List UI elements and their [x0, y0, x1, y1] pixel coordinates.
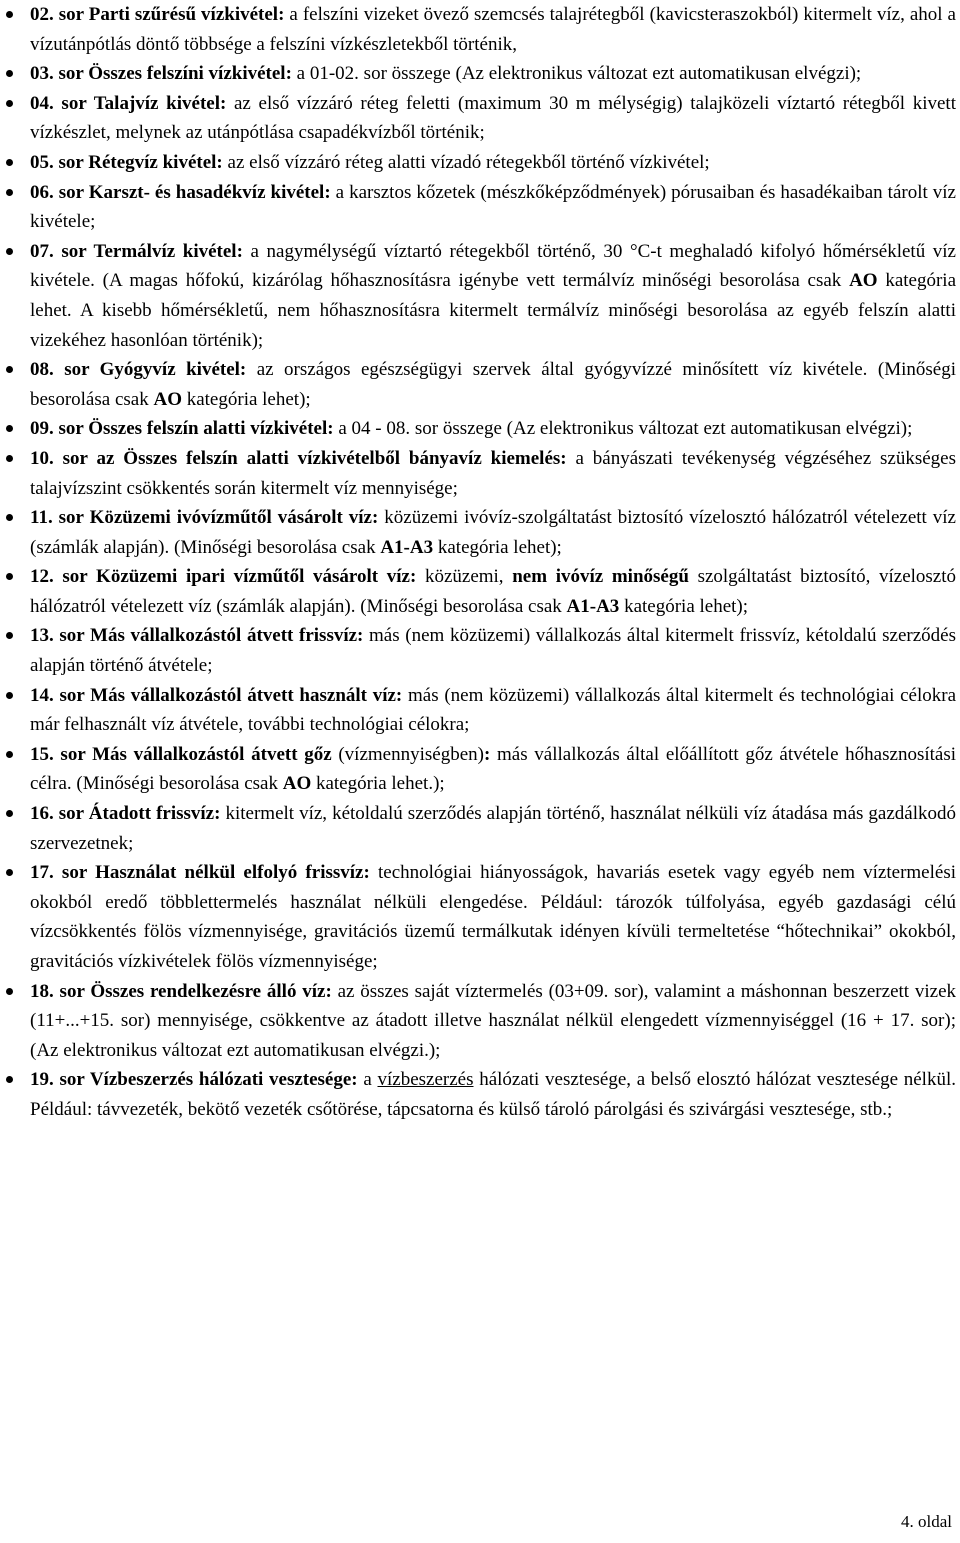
- list-item: [30, 1065, 956, 1124]
- item-bold: A1-A3: [566, 595, 620, 617]
- list-item: [30, 977, 956, 1066]
- item-bold: nem ivóvíz minőségű: [512, 566, 689, 588]
- item-text: kategória lehet);: [181, 388, 311, 410]
- list-item: [30, 681, 956, 740]
- item-text: más (nem közüzemi) vállalkozás által kitermelt frissvíz, kétoldalú szerződés alapján történő átvétele;: [30, 625, 956, 677]
- item-label: 02. sor Parti szűrésű vízkivétel:: [30, 4, 285, 25]
- item-text: az első vízzáró réteg alatti vízadó rétegekből történő vízkivétel;: [222, 151, 710, 173]
- item-label: 07. sor Termálvíz kivétel:: [30, 240, 243, 262]
- item-text: az országos egészségügyi szervek által gyógyvízzé minősített víz kivétele. (Minőségi besorolása csak: [30, 359, 956, 410]
- item-text: kategória lehet);: [619, 595, 749, 617]
- item-text: szolgáltatást biztosító, vízelosztó hálózatról vételezett víz (számlák alapján). (Minőségi besorolása csak: [30, 566, 957, 617]
- item-label: 15. sor Más vállalkozástól átvett gőz: [30, 743, 332, 765]
- item-text: kategória lehet. A kisebb hőmérsékletű, nem hőhasznosításra kitermelt termálvíz minőségi besorolása az egyéb felszín alatti vizekéhez hasonlóan történik);: [30, 270, 957, 351]
- item-bold: AO: [282, 773, 312, 795]
- item-label: 16. sor Átadott frissvíz:: [30, 803, 221, 825]
- list-item: [30, 562, 956, 621]
- list-item: [30, 621, 956, 680]
- item-label: 12. sor Közüzemi ipari vízműtől vásárolt víz:: [30, 566, 417, 588]
- list-item: [30, 740, 956, 799]
- list-item: [30, 799, 956, 858]
- item-label: 14. sor Más vállalkozástól átvett használt víz:: [30, 684, 403, 706]
- list-item: [30, 89, 956, 148]
- page-number: 4. oldal: [901, 1512, 952, 1532]
- list-item: [30, 444, 956, 503]
- item-label: 04. sor Talajvíz kivétel:: [30, 92, 227, 114]
- item-text: közüzemi,: [416, 566, 513, 588]
- item-text: az első vízzáró réteg feletti (maximum 30 m mélységig) talajközeli víztartó rétegből kivett vízkészlet, melynek az utánpótlása csapadékvízből történik;: [30, 92, 956, 144]
- item-label: 03. sor Összes felszíni vízkivétel:: [30, 63, 292, 85]
- item-text: a 01-02. sor összege (Az elektronikus változat ezt automatikusan elvégzi);: [291, 63, 862, 85]
- item-text: más vállalkozás által előállított gőz átvétele hőhasznosítási célra. (Minőségi besorolása csak: [30, 743, 957, 795]
- list-item: [30, 858, 956, 976]
- item-label: 08. sor Gyógyvíz kivétel:: [30, 359, 247, 381]
- item-text: a karsztos kőzetek (mészkőképződmények) pórusaiban és hasadékaiban tárolt víz kivétele;: [30, 181, 956, 233]
- item-text: más (nem közüzemi) vállalkozás által kitermelt és technológiai célokra már felhasznált víz átvétele, további technológiai célokra;: [30, 684, 957, 736]
- item-text: kitermelt víz, kétoldalú szerződés alapján történő, használat nélküli víz átadása más gazdálkodó szervezetnek;: [30, 803, 957, 854]
- item-label: 18. sor Összes rendelkezésre álló víz:: [30, 980, 332, 1002]
- list-item: [30, 237, 956, 355]
- item-text: kategória lehet.);: [311, 773, 445, 795]
- list-item: [30, 503, 956, 562]
- item-text: technológiai hiányosságok, havariás esetek vagy egyéb nem víztermelési okokból eredő többlettermelés használat nélküli elengedése. Például: tározók túlfolyása, egyéb gazdasági célú vízcsökkentés fölös vízmennyisége, gravitációs üzemű termálkutak idényen kívüli termeltetése “hőtechnikai” okokból, gravitációs vízkivételek fölös vízmennyisége;: [30, 862, 957, 972]
- item-text: (vízmennyiségben): [331, 743, 484, 765]
- item-text: a: [357, 1069, 378, 1091]
- item-text: közüzemi ivóvíz-szolgáltatást biztosító vízelosztó hálózatról vételezett víz (számlák alapján). (Minőségi besorolása csak: [30, 507, 956, 558]
- item-bold: A1-A3: [380, 536, 434, 558]
- item-label: 06. sor Karszt- és hasadékvíz kivétel:: [30, 181, 331, 203]
- item-text: hálózati vesztesége, a belső elosztó hálózat vesztesége nélkül. Például: távvezeték, bekötő vezeték csőtörése, tápcsatorna és külső tároló párolgási és szivárgási vesztesége, stb.;: [30, 1069, 956, 1120]
- item-label: 19. sor Vízbeszerzés hálózati vesztesége:: [30, 1069, 358, 1091]
- list-item: [30, 148, 956, 178]
- item-text: az összes saját víztermelés (03+09. sor), valamint a máshonnan beszerzett vizek (11+...+15. sor) mennyisége, csökkentve az átadott illetve használat nélkül elengedett vízmennyiséggel (16 + 17. sor); (Az elektronikus változat ezt automatikusan elvégzi.);: [30, 980, 956, 1061]
- item-bold: :: [483, 743, 491, 765]
- item-label: 09. sor Összes felszín alatti vízkivétel:: [30, 418, 334, 440]
- item-text: a nagymélységű víztartó rétegekből történő, 30 °C-t meghaladó kifolyó hőmérsékletű víz kivétele. (A magas hőfokú, kizárólag hőhasznosításra igénybe vett termálvíz minőségi besorolása csak: [30, 240, 956, 292]
- item-bold: AO: [849, 270, 878, 292]
- item-label: 05. sor Rétegvíz kivétel:: [30, 151, 223, 173]
- item-label: 17. sor Használat nélkül elfolyó frissvíz:: [30, 862, 370, 884]
- item-text: a bányászati tevékenység végzéséhez szükséges talajvízszint csökkentés során kitermelt víz mennyisége;: [30, 447, 956, 499]
- list-item: [30, 178, 956, 237]
- definition-list: [30, 0, 956, 1125]
- list-item: [30, 59, 956, 89]
- item-text: a felszíni vizeket övező szemcsés talajrétegből (kavicsteraszokból) kitermelt víz, ahol a vízutánpótlás döntő többsége a felszíni vízkészletekből történik,: [30, 4, 956, 55]
- list-item: [30, 355, 956, 414]
- item-bold: AO: [153, 388, 182, 410]
- list-item: [30, 414, 956, 444]
- item-underlined: vízbeszerzés: [377, 1069, 474, 1091]
- item-text: a 04 - 08. sor összege (Az elektronikus változat ezt automatikusan elvégzi);: [333, 418, 913, 440]
- item-label: 10. sor az Összes felszín alatti vízkivételből bányavíz kiemelés:: [30, 447, 567, 469]
- list-item: [30, 0, 956, 59]
- item-label: 13. sor Más vállalkozástól átvett frissvíz:: [30, 625, 364, 647]
- item-text: kategória lehet);: [433, 536, 562, 558]
- item-label: 11. sor Közüzemi ivóvízműtől vásárolt víz:: [30, 507, 379, 529]
